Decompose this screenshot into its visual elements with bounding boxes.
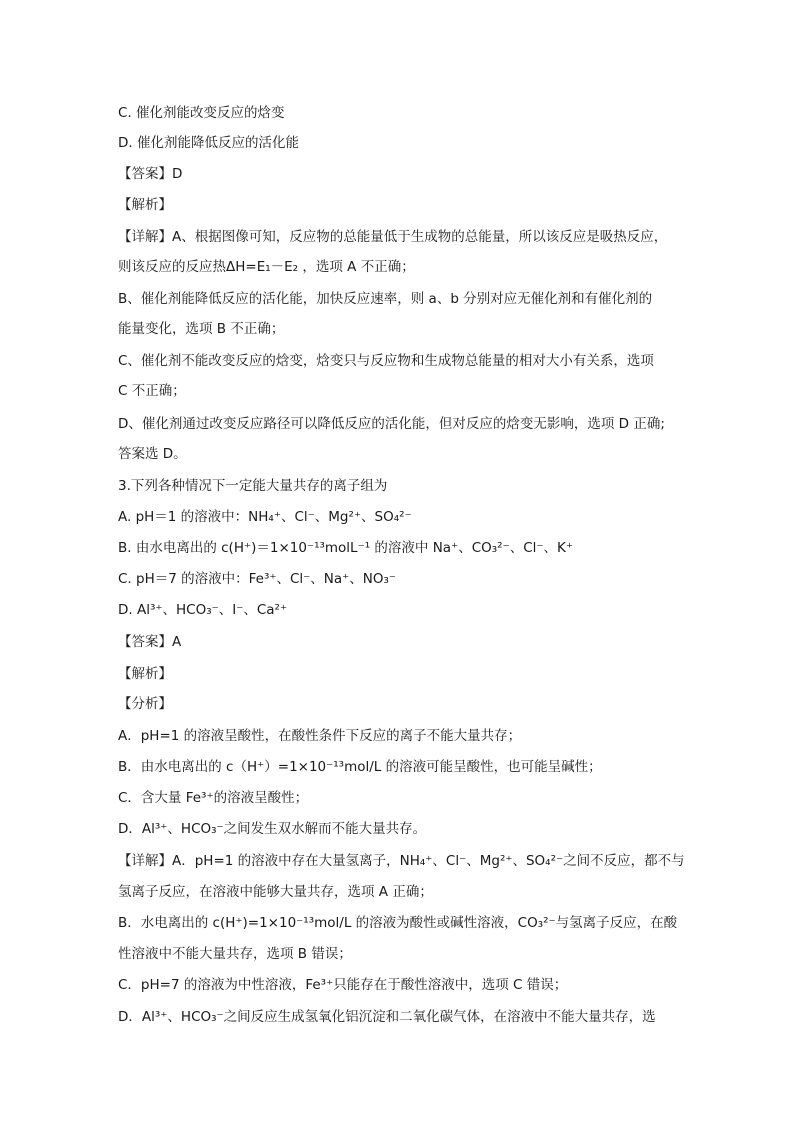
detail-q2-c-2: C 不正确；: [118, 383, 186, 399]
detail-q2-a-2: 则该反应的反应热ΔH=E₁－E₂ ，选项 A 不正确；: [118, 259, 415, 275]
detail-q2-b-2: 能量变化，选项 B 不正确；: [118, 321, 285, 337]
detail-q2-b-1: B、催化剂能降低反应的活化能，加快反应速率，则 a、b 分别对应无催化剂和有催化剂的: [118, 291, 653, 307]
detail-q2-c-1: C、催化剂不能改变反应的焓变，焓变只与反应物和生成物总能量的相对大小有关系，选项: [118, 353, 654, 369]
option-c-q2: C. 催化剂能改变反应的焓变: [118, 105, 285, 121]
detail-q2-a-1: 【详解】A、根据图像可知，反应物的总能量低于生成物的总能量，所以该反应是吸热反应，: [118, 229, 668, 245]
detail-q3-b-2: 性溶液中不能大量共存，选项 B 错误；: [118, 946, 352, 962]
detail-q3-b-1: B．水电离出的 c(H⁺)=1×10⁻¹³mol/L 的溶液为酸性或碱性溶液，CO₃²⁻与氢离子反应，在酸: [118, 915, 678, 931]
detail-q3-a-2: 氢离子反应，在溶液中能够大量共存，选项 A 正确；: [118, 884, 433, 900]
fenxi-a: A．pH=1 的溶液呈酸性，在酸性条件下反应的离子不能大量共存；: [118, 728, 522, 744]
analysis-heading-q3: 【解析】: [118, 666, 172, 682]
answer-q3: 【答案】A: [118, 634, 182, 650]
fenxi-d: D．Al³⁺、HCO₃⁻之间发生双水解而不能大量共存。: [118, 821, 427, 837]
option-b-q3: B. 由水电离出的 c(H⁺)＝1×10⁻¹³molL⁻¹ 的溶液中 Na⁺、CO₃²⁻、Cl⁻、K⁺: [118, 540, 573, 556]
analysis-heading-q2: 【解析】: [118, 197, 172, 213]
option-c-q3: C. pH＝7 的溶液中：Fe³⁺、Cl⁻、Na⁺、NO₃⁻: [118, 571, 397, 587]
option-d-q3: D. Al³⁺、HCO₃⁻、I⁻、Ca²⁺: [118, 602, 288, 618]
detail-q3-d: D．Al³⁺、HCO₃⁻之间反应生成氢氧化铝沉淀和二氧化碳气体，在溶液中不能大量共存，选: [118, 1009, 656, 1025]
fenxi-heading-q3: 【分析】: [118, 696, 172, 712]
fenxi-b: B．由水电离出的 c（H⁺）=1×10⁻¹³mol/L 的溶液可能呈酸性，也可能呈碱性；: [118, 759, 602, 775]
question-3: 3.下列各种情况下一定能大量共存的离子组为: [118, 478, 388, 494]
option-d-q2: D. 催化剂能降低反应的活化能: [118, 135, 299, 151]
detail-q3-c: C．pH=7 的溶液为中性溶液，Fe³⁺只能存在于酸性溶液中，选项 C 错误；: [118, 977, 568, 993]
answer-q2: 【答案】D: [118, 166, 183, 182]
fenxi-c: C．含大量 Fe³⁺的溶液呈酸性；: [118, 790, 309, 806]
detail-q2-d-2: 答案选 D。: [118, 446, 187, 462]
detail-q2-d-1: D、催化剂通过改变反应路径可以降低反应的活化能，但对反应的焓变无影响，选项 D 正确;: [118, 416, 665, 432]
option-a-q3: A. pH＝1 的溶液中：NH₄⁺、Cl⁻、Mg²⁺、SO₄²⁻: [118, 509, 412, 525]
detail-q3-a-1: 【详解】A．pH=1 的溶液中存在大量氢离子，NH₄⁺、Cl⁻、Mg²⁺、SO₄²⁻之间不反应，都不与: [118, 853, 685, 869]
